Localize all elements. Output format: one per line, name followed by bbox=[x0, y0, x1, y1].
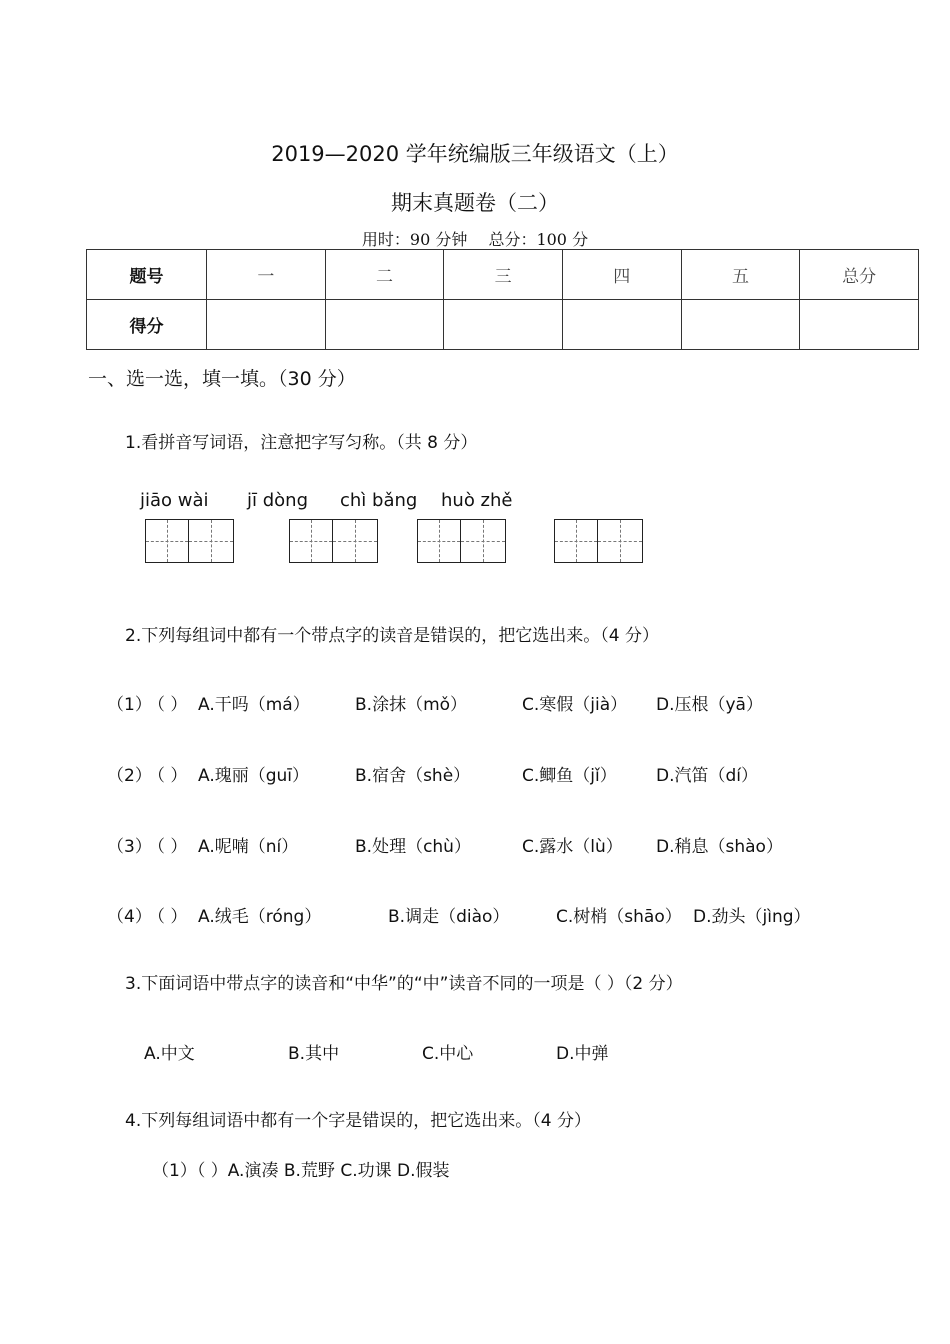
score-cell[interactable] bbox=[562, 300, 681, 350]
option-d: D.劲头（jìng） bbox=[693, 907, 811, 927]
table-header-cell: 二 bbox=[325, 250, 444, 300]
tianzige-cell[interactable] bbox=[417, 519, 461, 563]
option-b: B.涂抹（mǒ） bbox=[355, 695, 468, 715]
answer-blank[interactable]: （ ） bbox=[148, 766, 188, 786]
writing-grid[interactable] bbox=[417, 519, 506, 564]
tianzige-cell[interactable] bbox=[554, 519, 598, 563]
answer-blank[interactable]: （ ） bbox=[148, 695, 188, 715]
q2-row-number: （3） bbox=[107, 837, 152, 857]
option-c: C.中心 bbox=[422, 1044, 474, 1064]
table-header-cell: 三 bbox=[444, 250, 563, 300]
score-cell[interactable] bbox=[800, 300, 919, 350]
tianzige-cell[interactable] bbox=[145, 519, 189, 563]
tianzige-cell[interactable] bbox=[598, 519, 643, 563]
writing-grid[interactable] bbox=[145, 519, 234, 564]
tianzige-cell[interactable] bbox=[461, 519, 506, 563]
option-c: C.树梢（shāo） bbox=[556, 907, 682, 927]
answer-blank[interactable]: （ ） bbox=[148, 837, 188, 857]
pinyin-label: jiāo wài bbox=[140, 490, 209, 511]
option-b: B.处理（chù） bbox=[355, 837, 471, 857]
table-header-cell: 题号 bbox=[87, 250, 207, 300]
question-4-prompt: 4.下列每组词语中都有一个字是错误的，把它选出来。（4 分） bbox=[125, 1111, 591, 1131]
table-header-cell: 一 bbox=[207, 250, 326, 300]
q2-row-number: （4） bbox=[107, 907, 152, 927]
table-header-cell: 四 bbox=[562, 250, 681, 300]
score-table-score-row bbox=[87, 300, 919, 350]
option-a: A.呢喃（ní） bbox=[198, 837, 299, 857]
exam-subtitle: 期末真题卷（二） bbox=[391, 191, 559, 215]
option-a: A.绒毛（róng） bbox=[198, 907, 322, 927]
option-b: B.宿舍（shè） bbox=[355, 766, 471, 786]
score-cell[interactable] bbox=[681, 300, 800, 350]
table-header-cell: 五 bbox=[681, 250, 800, 300]
tianzige-cell[interactable] bbox=[333, 519, 378, 563]
option-d: D.压根（yā） bbox=[656, 695, 763, 715]
section-heading: 一、选一选，填一填。（30 分） bbox=[88, 368, 356, 390]
score-table bbox=[86, 249, 919, 350]
time-info: 用时：90 分钟 总分：100 分 bbox=[361, 230, 589, 249]
option-c: C.寒假（jià） bbox=[522, 695, 628, 715]
pinyin-label: jī dòng bbox=[247, 490, 308, 511]
writing-grid[interactable] bbox=[554, 519, 643, 564]
option-c: C.鲫鱼（jǐ） bbox=[522, 766, 617, 786]
score-cell[interactable] bbox=[207, 300, 326, 350]
option-a: A.干吗（má） bbox=[198, 695, 310, 715]
tianzige-cell[interactable] bbox=[289, 519, 333, 563]
option-c: C.露水（lù） bbox=[522, 837, 623, 857]
pinyin-label: huò zhě bbox=[441, 490, 513, 511]
option-b: B.其中 bbox=[288, 1044, 340, 1064]
q4-row-1: （1）（ ）A.演凑 B.荒野 C.功课 D.假装 bbox=[152, 1161, 450, 1181]
exam-title: 2019—2020 学年统编版三年级语文（上） bbox=[271, 142, 679, 166]
tianzige-cell[interactable] bbox=[189, 519, 234, 563]
option-d: D.中弹 bbox=[556, 1044, 609, 1064]
pinyin-label: chì bǎng bbox=[340, 490, 418, 511]
option-a: A.瑰丽（guī） bbox=[198, 766, 310, 786]
q2-row-number: （1） bbox=[107, 695, 152, 715]
table-header-cell: 总分 bbox=[800, 250, 919, 300]
question-2-prompt: 2.下列每组词中都有一个带点字的读音是错误的，把它选出来。（4 分） bbox=[125, 626, 659, 646]
option-a: A.中文 bbox=[144, 1044, 195, 1064]
writing-grid[interactable] bbox=[289, 519, 378, 564]
question-1-prompt: 1.看拼音写词语，注意把字写匀称。（共 8 分） bbox=[125, 433, 478, 453]
score-row-label: 得分 bbox=[87, 300, 207, 350]
option-d: D.稍息（shào） bbox=[656, 837, 783, 857]
q2-row-number: （2） bbox=[107, 766, 152, 786]
option-b: B.调走（diào） bbox=[388, 907, 510, 927]
score-table-header-row bbox=[87, 250, 919, 300]
question-3-prompt: 3.下面词语中带点字的读音和“中华”的“中”读音不同的一项是（ ）（2 分） bbox=[125, 974, 683, 994]
score-cell[interactable] bbox=[444, 300, 563, 350]
answer-blank[interactable]: （ ） bbox=[148, 907, 188, 927]
option-d: D.汽笛（dí） bbox=[656, 766, 759, 786]
score-cell[interactable] bbox=[325, 300, 444, 350]
